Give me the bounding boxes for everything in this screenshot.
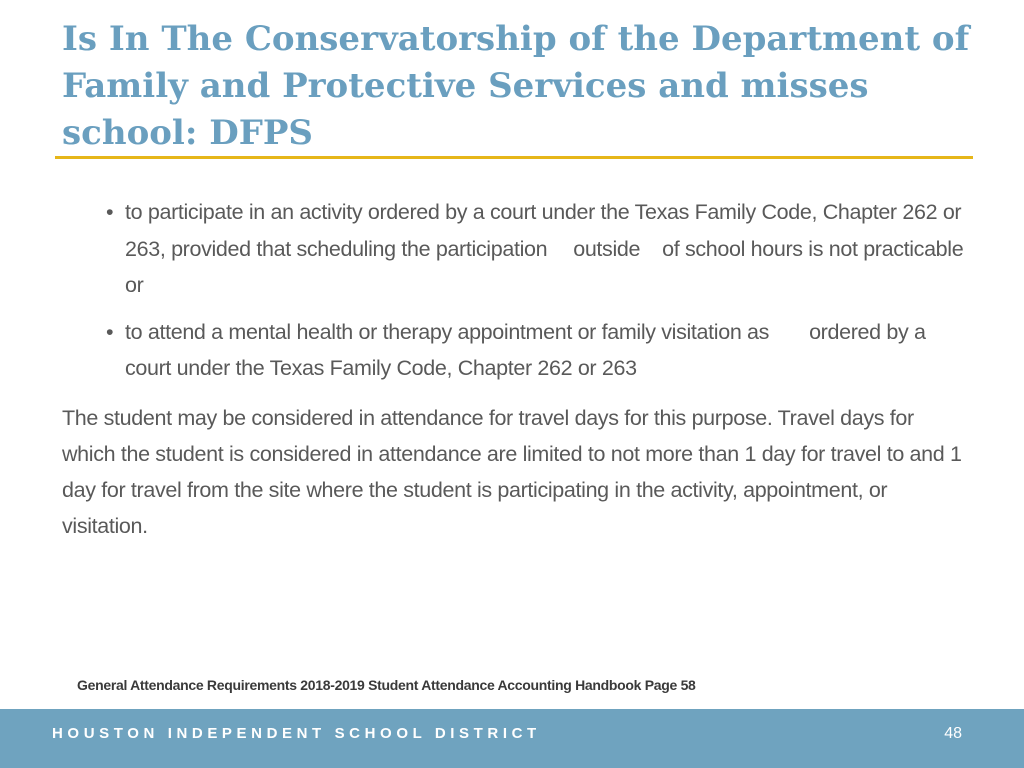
bullet-1-text: to participate in an activity ordered by a court under the Texas Family Code, Chapter 262 or 263, provided that scheduling the participation xyxy=(125,200,962,261)
bullet-item-therapy-visitation xyxy=(125,314,975,387)
slide-page-number: 48 xyxy=(944,725,962,742)
source-citation: General Attendance Requirements 2018-2019 Student Attendance Accounting Handbook Page 58 xyxy=(77,677,696,693)
footer-bar xyxy=(0,709,1024,768)
title-divider xyxy=(55,156,973,159)
bullet-2-text-end: ordered by a court under the Texas Family Code, Chapter 262 or 263 xyxy=(125,319,926,380)
bullet-list xyxy=(125,194,975,387)
bullet-2-text: to attend a mental health or therapy appointment or family visitation as xyxy=(125,319,770,344)
bullet-1-text-end: of school hours is not practicable or xyxy=(125,236,964,297)
travel-days-paragraph: The student may be considered in attendance for travel days for this purpose. Travel days for which the student is considered in attendance are limited to not more than 1 day for travel to and 1 day for travel from the site where the student is participating in the activity, appointment, or visitation. xyxy=(62,406,962,538)
slide-title: Is In The Conservatorship of the Department of Family and Protective Services and misses school: DFPS xyxy=(62,19,970,153)
bullet-1-emphasis-word: outside xyxy=(573,236,641,261)
bullet-item-court-activity xyxy=(125,194,975,304)
footer-organization-name: HOUSTON INDEPENDENT SCHOOL DISTRICT xyxy=(52,725,541,742)
